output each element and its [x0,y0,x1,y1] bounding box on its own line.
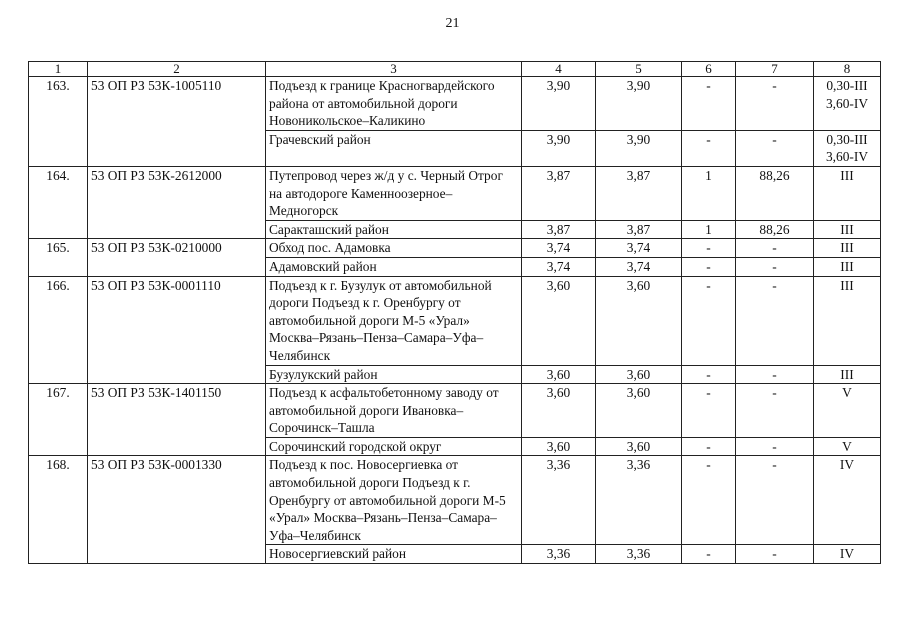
empty-cell [29,437,88,456]
district-value-col7: - [736,130,814,166]
road-code: 53 ОП РЗ 53К-2612000 [88,166,266,220]
district-name: Грачевский район [266,130,522,166]
district-name: Сорочинский городской округ [266,437,522,456]
district-value-col5: 3,74 [596,257,682,276]
road-value-col6: - [682,77,736,131]
district-name: Саракташский район [266,220,522,239]
district-name: Новосергиевский район [266,545,522,564]
district-name: Бузулукский район [266,365,522,384]
column-header: 1 [29,62,88,77]
district-row [29,130,881,166]
empty-cell [88,437,266,456]
road-name: Подъезд к пос. Новосергиевка от автомобильной дороги Подъезд к г. Оренбургу от автомобильной дороги М-5 «Урал» Москва–Рязань–Пенза–Самара–Уфа–Челябинск [266,456,522,545]
road-row [29,77,881,131]
district-value-col7: 88,26 [736,220,814,239]
road-code: 53 ОП РЗ 53К-0210000 [88,239,266,258]
road-code: 53 ОП РЗ 53К-1401150 [88,384,266,438]
district-value-col4: 3,90 [522,130,596,166]
column-header: 4 [522,62,596,77]
road-category [814,456,881,545]
district-category [814,257,881,276]
empty-cell [88,365,266,384]
road-category [814,276,881,365]
road-value-col6: - [682,384,736,438]
district-row [29,437,881,456]
road-value-col5: 3,87 [596,166,682,220]
road-row [29,456,881,545]
district-name: Адамовский район [266,257,522,276]
district-row [29,257,881,276]
road-category-line: V [842,385,852,401]
district-value-col5: 3,87 [596,220,682,239]
road-value-col7: - [736,239,814,258]
road-category [814,239,881,258]
district-value-col4: 3,87 [522,220,596,239]
page-number: 21 [445,16,460,31]
district-category-line: III [840,366,854,382]
district-value-col6: - [682,130,736,166]
road-number: 166. [29,276,88,365]
road-category-line: 0,30-III [826,78,868,93]
empty-cell [88,545,266,564]
road-value-col5: 3,36 [596,456,682,545]
district-value-col5: 3,60 [596,365,682,384]
road-name: Подъезд к границе Красногвардейского района от автомобильной дороги Новоникольское–Каликино [266,77,522,131]
road-value-col4: 3,60 [522,276,596,365]
empty-cell [29,257,88,276]
road-category-line: III [840,167,854,183]
road-value-col4: 3,90 [522,77,596,131]
district-category [814,130,881,166]
road-value-col4: 3,87 [522,166,596,220]
district-value-col6: - [682,257,736,276]
road-number: 167. [29,384,88,438]
empty-cell [29,545,88,564]
district-value-col7: - [736,257,814,276]
road-code: 53 ОП РЗ 53К-0001330 [88,456,266,545]
district-value-col4: 3,60 [522,437,596,456]
road-number: 163. [29,77,88,131]
road-value-col7: - [736,276,814,365]
column-header: 8 [814,62,881,77]
district-value-col7: - [736,365,814,384]
district-category [814,545,881,564]
road-category-line: 3,60-IV [825,95,869,111]
road-name: Подъезд к г. Бузулук от автомобильной дороги Подъезд к г. Оренбургу от автомобильной дороги М-5 «Урал» Москва–Рязань–Пенза–Самара–Уфа–Челябинск [266,276,522,365]
road-name: Обход пос. Адамовка [266,239,522,258]
road-category-line: III [840,240,854,256]
district-value-col7: - [736,437,814,456]
column-header: 5 [596,62,682,77]
district-category-line: 0,30-III [826,131,868,147]
district-category [814,365,881,384]
column-header: 3 [266,62,522,77]
district-value-col6: - [682,545,736,564]
column-header: 6 [682,62,736,77]
road-value-col4: 3,60 [522,384,596,438]
empty-cell [88,130,266,166]
road-number: 164. [29,166,88,220]
district-category-line: IV [839,546,855,562]
road-value-col7: - [736,456,814,545]
road-value-col6: 1 [682,166,736,220]
district-category [814,437,881,456]
district-row [29,545,881,564]
road-value-col5: 3,60 [596,276,682,365]
road-category-line: IV [839,457,855,473]
district-value-col5: 3,60 [596,437,682,456]
road-category [814,77,881,131]
road-row [29,384,881,438]
district-category-line: 3,60-IV [825,149,869,165]
district-category-line: III [840,221,854,237]
column-header: 2 [88,62,266,77]
column-header: 7 [736,62,814,77]
district-value-col4: 3,36 [522,545,596,564]
road-row [29,276,881,365]
district-value-col6: 1 [682,220,736,239]
road-value-col6: - [682,239,736,258]
road-number: 165. [29,239,88,258]
district-value-col6: - [682,365,736,384]
district-value-col4: 3,74 [522,257,596,276]
road-row [29,166,881,220]
empty-cell [29,365,88,384]
roads-table [28,61,881,564]
district-category-line: III [840,258,854,274]
road-value-col5: 3,90 [596,77,682,131]
road-value-col7: - [736,384,814,438]
road-code: 53 ОП РЗ 53К-1005110 [88,77,266,131]
road-number: 168. [29,456,88,545]
district-value-col7: - [736,545,814,564]
empty-cell [88,220,266,239]
road-name: Путепровод через ж/д у с. Черный Отрог на автодороге Каменноозерное–Медногорск [266,166,522,220]
empty-cell [29,130,88,166]
empty-cell [29,220,88,239]
road-code: 53 ОП РЗ 53К-0001110 [88,276,266,365]
road-value-col5: 3,60 [596,384,682,438]
district-value-col6: - [682,437,736,456]
road-value-col7: 88,26 [736,166,814,220]
district-category [814,220,881,239]
road-category-line: III [840,277,854,293]
road-category [814,384,881,438]
road-value-col6: - [682,276,736,365]
district-value-col5: 3,36 [596,545,682,564]
road-name: Подъезд к асфальтобетонному заводу от автомобильной дороги Ивановка–Сорочинск–Ташла [266,384,522,438]
column-header-row [29,62,881,77]
district-row [29,365,881,384]
road-value-col7: - [736,77,814,131]
road-value-col4: 3,36 [522,456,596,545]
empty-cell [88,257,266,276]
road-value-col5: 3,74 [596,239,682,258]
district-value-col4: 3,60 [522,365,596,384]
road-category [814,166,881,220]
district-category-line: V [842,438,852,454]
road-value-col4: 3,74 [522,239,596,258]
district-row [29,220,881,239]
district-value-col5: 3,90 [596,130,682,166]
road-value-col6: - [682,456,736,545]
road-row [29,239,881,258]
